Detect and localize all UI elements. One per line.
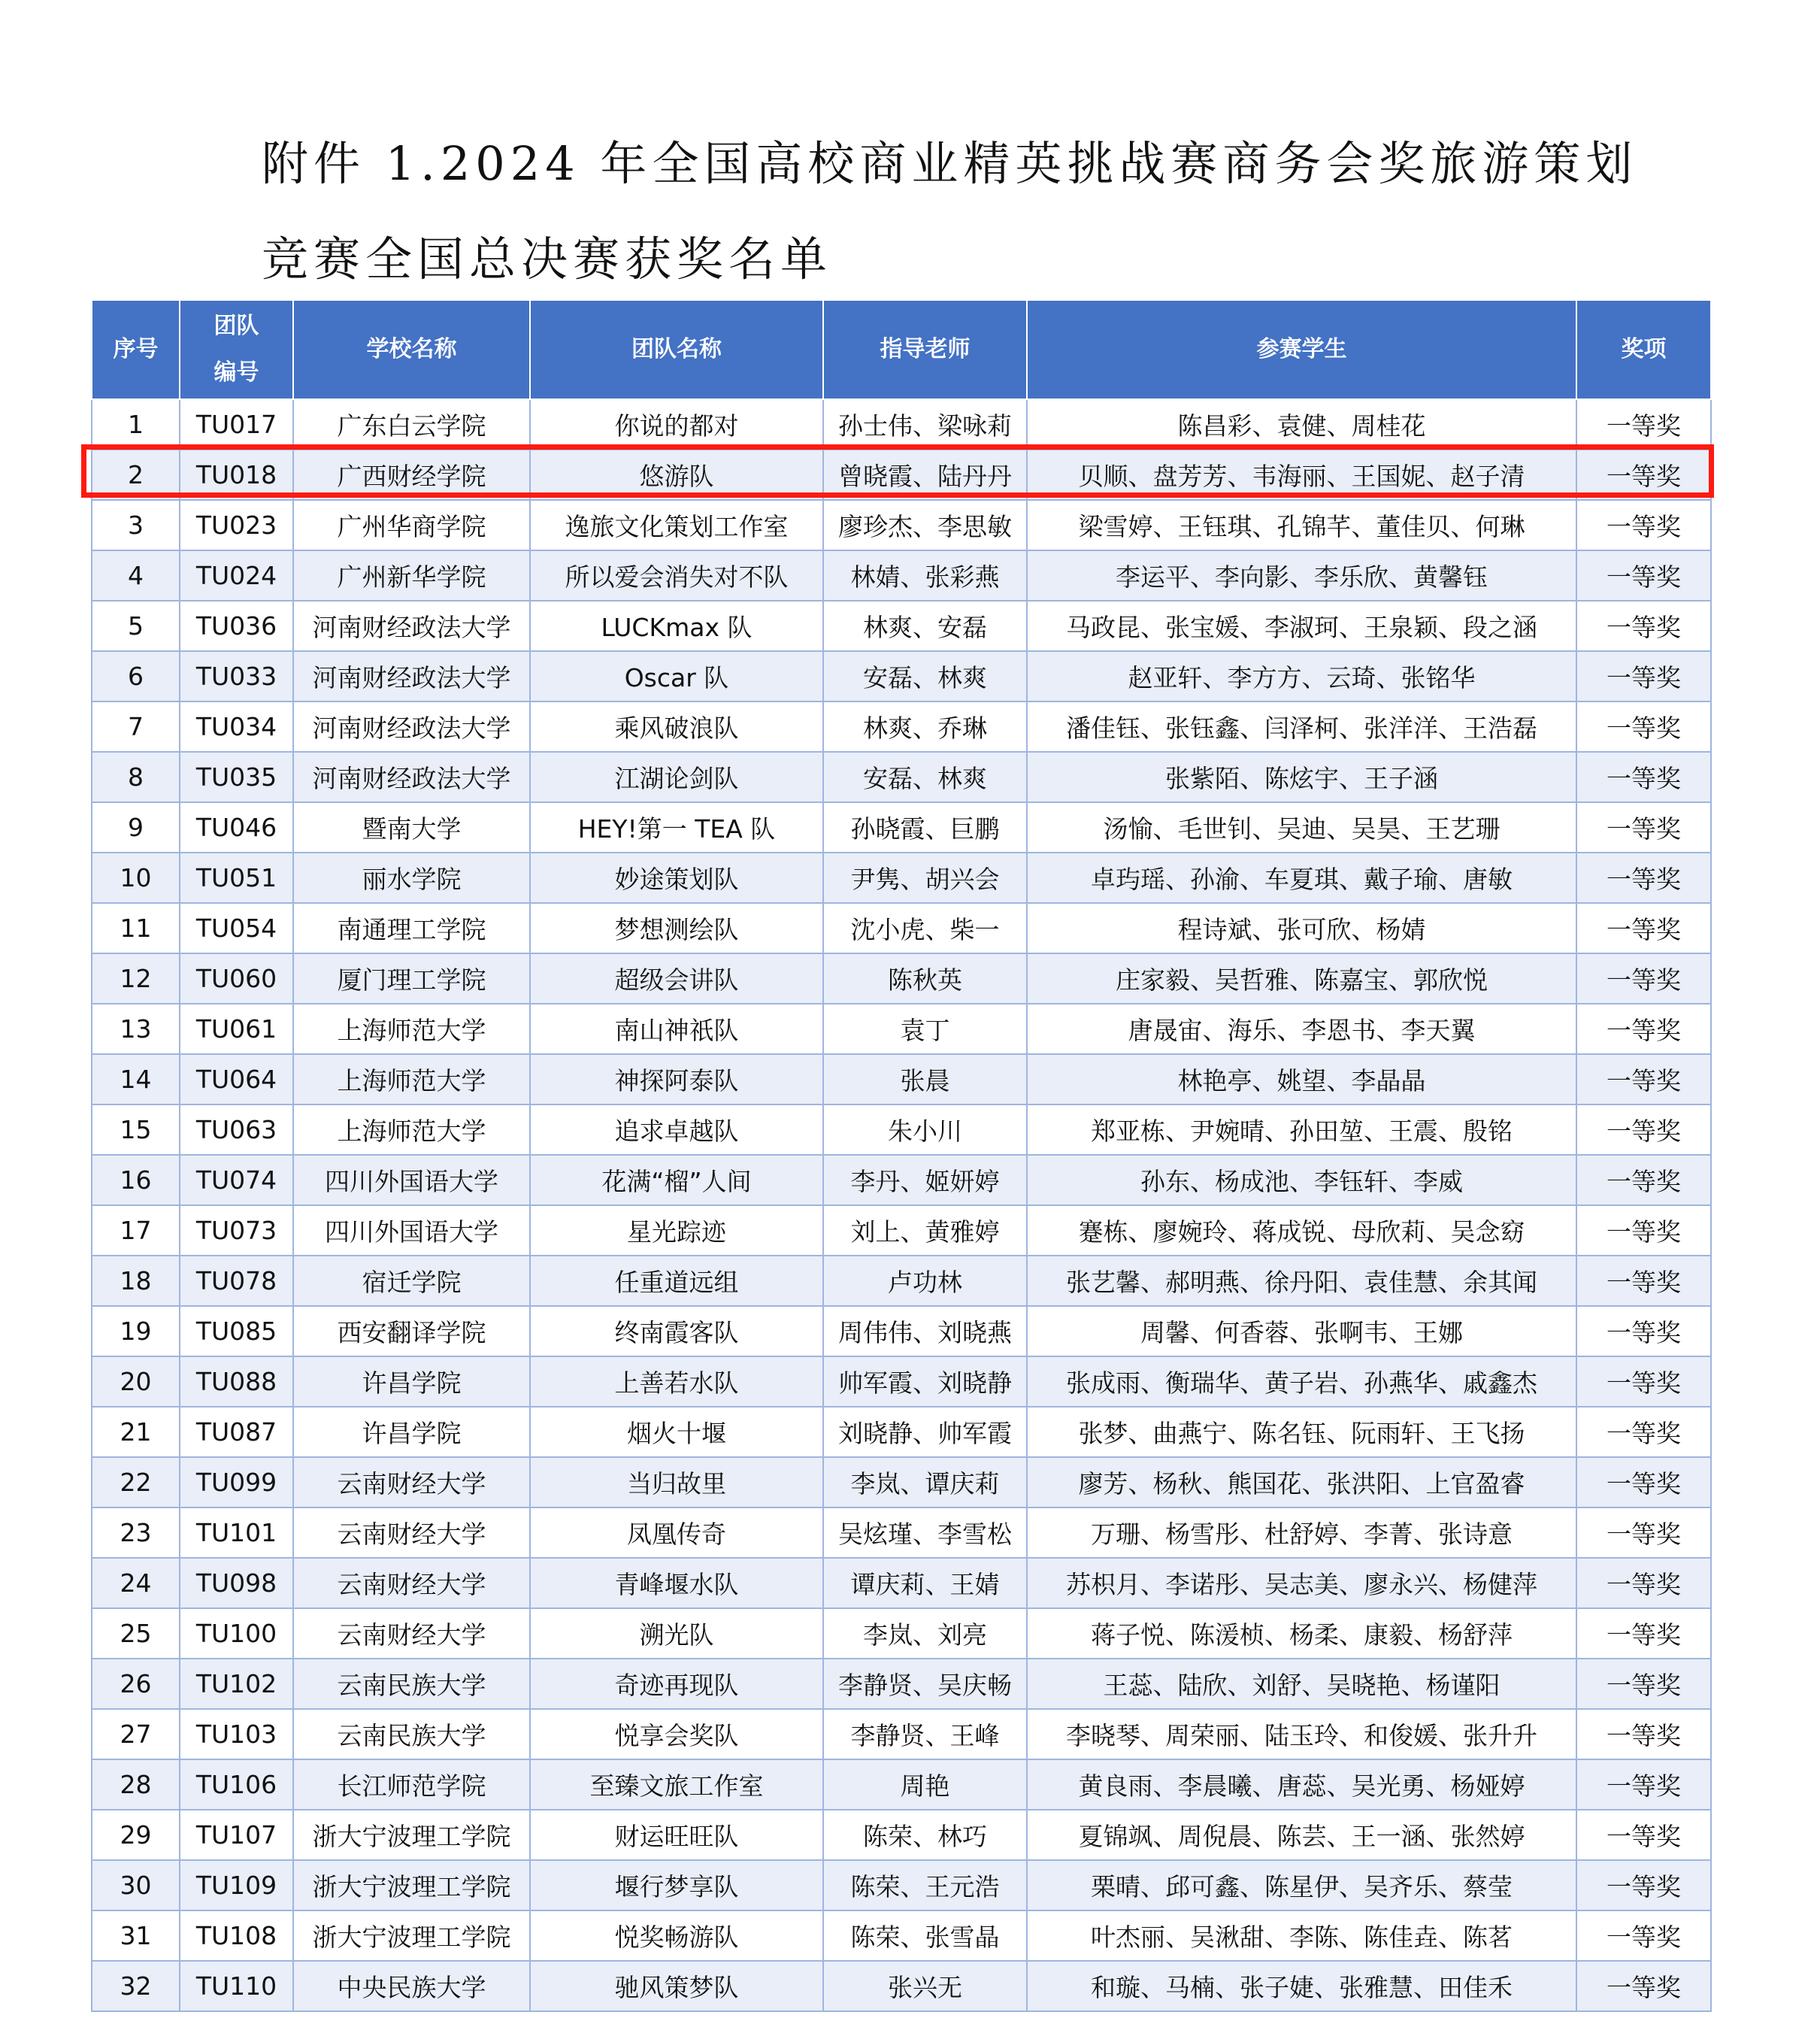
cell-advisors: 孙晓霞、巨鹏: [823, 802, 1027, 853]
header-team-name: 团队名称: [530, 300, 823, 399]
cell-school: 厦门理工学院: [293, 953, 530, 1004]
cell-team-id: TU018: [180, 450, 293, 500]
cell-index: 30: [92, 1860, 180, 1910]
cell-students: 林艳亭、姚望、李晶晶: [1027, 1054, 1576, 1104]
cell-team-id: TU061: [180, 1004, 293, 1054]
cell-students: 万珊、杨雪彤、杜舒婷、李菁、张诗意: [1027, 1507, 1576, 1558]
table-row: [92, 1910, 1711, 1961]
cell-award: 一等奖: [1576, 550, 1711, 601]
table-row: [92, 500, 1711, 550]
cell-team-name: HEY!第一 TEA 队: [530, 802, 823, 853]
cell-team-id: TU108: [180, 1910, 293, 1961]
table-row: [92, 1104, 1711, 1155]
cell-team-name: 溯光队: [530, 1608, 823, 1659]
cell-index: 19: [92, 1306, 180, 1356]
cell-school: 河南财经政法大学: [293, 701, 530, 752]
header-advisors: 指导老师: [823, 300, 1027, 399]
award-table: [91, 299, 1712, 2012]
cell-students: 卓玙瑶、孙渝、车夏琪、戴子瑜、唐敏: [1027, 853, 1576, 903]
cell-award: 一等奖: [1576, 1054, 1711, 1104]
cell-school: 广州华商学院: [293, 500, 530, 550]
cell-students: 程诗斌、张可欣、杨婧: [1027, 903, 1576, 953]
cell-index: 13: [92, 1004, 180, 1054]
cell-index: 27: [92, 1709, 180, 1759]
cell-award: 一等奖: [1576, 651, 1711, 701]
cell-advisors: 周艳: [823, 1759, 1027, 1810]
header-index: 序号: [92, 300, 180, 399]
cell-team-id: TU102: [180, 1659, 293, 1709]
cell-team-name: 青峰堰水队: [530, 1558, 823, 1608]
cell-index: 28: [92, 1759, 180, 1810]
cell-advisors: 谭庆莉、王婧: [823, 1558, 1027, 1608]
cell-award: 一等奖: [1576, 1910, 1711, 1961]
cell-award: 一等奖: [1576, 1659, 1711, 1709]
cell-students: 周馨、何香蓉、张啊韦、王娜: [1027, 1306, 1576, 1356]
cell-school: 河南财经政法大学: [293, 752, 530, 802]
cell-students: 蹇栋、廖婉玲、蒋成锐、母欣莉、吴念窈: [1027, 1205, 1576, 1256]
cell-index: 5: [92, 601, 180, 651]
cell-advisors: 李丹、姬妍婷: [823, 1155, 1027, 1205]
table-row: [92, 752, 1711, 802]
cell-school: 浙大宁波理工学院: [293, 1910, 530, 1961]
cell-award: 一等奖: [1576, 1407, 1711, 1457]
cell-index: 18: [92, 1256, 180, 1306]
cell-index: 12: [92, 953, 180, 1004]
table-row: [92, 601, 1711, 651]
cell-team-name: 悠游队: [530, 450, 823, 500]
cell-students: 贝顺、盘芳芳、韦海丽、王国妮、赵子清: [1027, 450, 1576, 500]
cell-team-id: TU107: [180, 1810, 293, 1860]
cell-students: 潘佳钰、张钰鑫、闫泽柯、张洋洋、王浩磊: [1027, 701, 1576, 752]
cell-team-name: 超级会讲队: [530, 953, 823, 1004]
cell-students: 庄家毅、吴哲雅、陈嘉宝、郭欣悦: [1027, 953, 1576, 1004]
cell-advisors: 刘上、黄雅婷: [823, 1205, 1027, 1256]
table-row: [92, 1759, 1711, 1810]
cell-award: 一等奖: [1576, 1004, 1711, 1054]
cell-school: 上海师范大学: [293, 1004, 530, 1054]
table-row: [92, 1961, 1711, 2011]
cell-team-name: 上善若水队: [530, 1356, 823, 1407]
cell-index: 15: [92, 1104, 180, 1155]
cell-school: 中央民族大学: [293, 1961, 530, 2011]
cell-students: 张艺馨、郝明燕、徐丹阳、袁佳慧、余其闻: [1027, 1256, 1576, 1306]
cell-award: 一等奖: [1576, 853, 1711, 903]
cell-award: 一等奖: [1576, 802, 1711, 853]
cell-team-id: TU060: [180, 953, 293, 1004]
cell-award: 一等奖: [1576, 1810, 1711, 1860]
header-team-id: [180, 300, 293, 399]
cell-index: 4: [92, 550, 180, 601]
table-row: [92, 651, 1711, 701]
cell-team-id: TU073: [180, 1205, 293, 1256]
table-row: [92, 802, 1711, 853]
cell-advisors: 孙士伟、梁咏莉: [823, 399, 1027, 450]
table-row: [92, 1860, 1711, 1910]
cell-team-name: 妙途策划队: [530, 853, 823, 903]
document-title-line-2: 竞赛全国总决赛获奖名单: [262, 232, 833, 286]
cell-team-id: TU100: [180, 1608, 293, 1659]
cell-award: 一等奖: [1576, 1205, 1711, 1256]
cell-team-name: 悦奖畅游队: [530, 1910, 823, 1961]
cell-index: 23: [92, 1507, 180, 1558]
cell-index: 26: [92, 1659, 180, 1709]
cell-school: 上海师范大学: [293, 1104, 530, 1155]
cell-school: 丽水学院: [293, 853, 530, 903]
cell-team-id: TU035: [180, 752, 293, 802]
cell-advisors: 安磊、林爽: [823, 752, 1027, 802]
cell-advisors: 卢功林: [823, 1256, 1027, 1306]
table-row: [92, 701, 1711, 752]
cell-award: 一等奖: [1576, 701, 1711, 752]
cell-school: 云南财经大学: [293, 1507, 530, 1558]
cell-team-name: 终南霞客队: [530, 1306, 823, 1356]
cell-students: 梁雪婷、王钰琪、孔锦芊、董佳贝、何琳: [1027, 500, 1576, 550]
cell-team-id: TU074: [180, 1155, 293, 1205]
cell-team-name: 悦享会奖队: [530, 1709, 823, 1759]
header-award: 奖项: [1576, 300, 1711, 399]
cell-index: 29: [92, 1810, 180, 1860]
cell-students: 栗晴、邱可鑫、陈星伊、吴齐乐、蔡莹: [1027, 1860, 1576, 1910]
cell-award: 一等奖: [1576, 953, 1711, 1004]
cell-index: 8: [92, 752, 180, 802]
cell-award: 一等奖: [1576, 1558, 1711, 1608]
cell-team-name: Oscar 队: [530, 651, 823, 701]
cell-team-id: TU036: [180, 601, 293, 651]
table-row: [92, 1507, 1711, 1558]
cell-advisors: 林婧、张彩燕: [823, 550, 1027, 601]
cell-team-name: 追求卓越队: [530, 1104, 823, 1155]
cell-advisors: 张兴无: [823, 1961, 1027, 2011]
cell-award: 一等奖: [1576, 1507, 1711, 1558]
cell-award: 一等奖: [1576, 1608, 1711, 1659]
table-row: [92, 1004, 1711, 1054]
cell-index: 20: [92, 1356, 180, 1407]
cell-team-name: 所以爱会消失对不队: [530, 550, 823, 601]
cell-students: 孙东、杨成池、李钰轩、李威: [1027, 1155, 1576, 1205]
cell-team-id: TU106: [180, 1759, 293, 1810]
cell-award: 一等奖: [1576, 903, 1711, 953]
cell-award: 一等奖: [1576, 500, 1711, 550]
table-row: [92, 399, 1711, 450]
cell-school: 云南财经大学: [293, 1608, 530, 1659]
cell-index: 14: [92, 1054, 180, 1104]
cell-index: 6: [92, 651, 180, 701]
cell-index: 7: [92, 701, 180, 752]
cell-students: 叶杰丽、吴湫甜、李陈、陈佳垚、陈茗: [1027, 1910, 1576, 1961]
table-row: [92, 550, 1711, 601]
cell-students: 和璇、马楠、张子婕、张雅慧、田佳禾: [1027, 1961, 1576, 2011]
cell-team-name: 你说的都对: [530, 399, 823, 450]
table-row: [92, 853, 1711, 903]
cell-advisors: 林爽、乔琳: [823, 701, 1027, 752]
cell-advisors: 帅军霞、刘晓静: [823, 1356, 1027, 1407]
cell-advisors: 张晨: [823, 1054, 1027, 1104]
cell-students: 唐晟宙、海乐、李恩书、李天翼: [1027, 1004, 1576, 1054]
cell-school: 云南民族大学: [293, 1709, 530, 1759]
cell-team-id: TU099: [180, 1457, 293, 1507]
table-row: [92, 1054, 1711, 1104]
table-row: [92, 953, 1711, 1004]
header-students: 参赛学生: [1027, 300, 1576, 399]
cell-advisors: 刘晓静、帅军霞: [823, 1407, 1027, 1457]
table-row: [92, 1709, 1711, 1759]
cell-advisors: 李岚、谭庆莉: [823, 1457, 1027, 1507]
table-row: [92, 1558, 1711, 1608]
cell-school: 河南财经政法大学: [293, 601, 530, 651]
cell-students: 陈昌彩、袁健、周桂花: [1027, 399, 1576, 450]
cell-advisors: 曾晓霞、陆丹丹: [823, 450, 1027, 500]
cell-index: 22: [92, 1457, 180, 1507]
cell-advisors: 安磊、林爽: [823, 651, 1027, 701]
cell-school: 河南财经政法大学: [293, 651, 530, 701]
cell-students: 郑亚栋、尹婉晴、孙田堃、王震、殷铭: [1027, 1104, 1576, 1155]
cell-advisors: 袁丁: [823, 1004, 1027, 1054]
cell-index: 9: [92, 802, 180, 853]
table-row: [92, 1457, 1711, 1507]
cell-students: 李运平、李向影、李乐欣、黄馨钰: [1027, 550, 1576, 601]
cell-school: 四川外国语大学: [293, 1205, 530, 1256]
cell-team-id: TU088: [180, 1356, 293, 1407]
cell-index: 10: [92, 853, 180, 903]
cell-index: 3: [92, 500, 180, 550]
cell-index: 31: [92, 1910, 180, 1961]
table-row: [92, 1256, 1711, 1306]
cell-school: 四川外国语大学: [293, 1155, 530, 1205]
cell-school: 西安翻译学院: [293, 1306, 530, 1356]
table-row: [92, 1659, 1711, 1709]
cell-advisors: 李岚、刘亮: [823, 1608, 1027, 1659]
cell-students: 夏锦飒、周倪晨、陈芸、王一涵、张然婷: [1027, 1810, 1576, 1860]
cell-team-name: 驰风策梦队: [530, 1961, 823, 2011]
cell-advisors: 廖珍杰、李思敏: [823, 500, 1027, 550]
table-row: [92, 1407, 1711, 1457]
cell-school: 浙大宁波理工学院: [293, 1860, 530, 1910]
cell-students: 蒋子悦、陈湲桢、杨柔、康毅、杨舒萍: [1027, 1608, 1576, 1659]
cell-award: 一等奖: [1576, 1356, 1711, 1407]
cell-award: 一等奖: [1576, 1306, 1711, 1356]
cell-award: 一等奖: [1576, 752, 1711, 802]
cell-advisors: 尹隽、胡兴会: [823, 853, 1027, 903]
cell-team-id: TU054: [180, 903, 293, 953]
cell-team-id: TU033: [180, 651, 293, 701]
cell-team-name: 奇迹再现队: [530, 1659, 823, 1709]
cell-school: 许昌学院: [293, 1356, 530, 1407]
cell-team-name: LUCKmax 队: [530, 601, 823, 651]
cell-index: 32: [92, 1961, 180, 2011]
cell-team-name: 南山神祇队: [530, 1004, 823, 1054]
cell-award: 一等奖: [1576, 1256, 1711, 1306]
cell-school: 云南财经大学: [293, 1558, 530, 1608]
cell-team-name: 任重道远组: [530, 1256, 823, 1306]
cell-team-name: 花满“榴”人间: [530, 1155, 823, 1205]
cell-team-name: 江湖论剑队: [530, 752, 823, 802]
cell-award: 一等奖: [1576, 601, 1711, 651]
cell-school: 广西财经学院: [293, 450, 530, 500]
cell-students: 王蕊、陆欣、刘舒、吴晓艳、杨谨阳: [1027, 1659, 1576, 1709]
cell-team-name: 财运旺旺队: [530, 1810, 823, 1860]
cell-team-id: TU078: [180, 1256, 293, 1306]
cell-team-id: TU064: [180, 1054, 293, 1104]
cell-students: 张梦、曲燕宁、陈名钰、阮雨轩、王飞扬: [1027, 1407, 1576, 1457]
cell-award: 一等奖: [1576, 399, 1711, 450]
table-header-row: [92, 300, 1711, 399]
cell-team-id: TU024: [180, 550, 293, 601]
cell-school: 长江师范学院: [293, 1759, 530, 1810]
cell-students: 张成雨、衡瑞华、黄子岩、孙燕华、戚鑫杰: [1027, 1356, 1576, 1407]
cell-index: 17: [92, 1205, 180, 1256]
cell-index: 25: [92, 1608, 180, 1659]
cell-school: 浙大宁波理工学院: [293, 1810, 530, 1860]
cell-advisors: 陈荣、张雪晶: [823, 1910, 1027, 1961]
cell-award: 一等奖: [1576, 450, 1711, 500]
header-school: 学校名称: [293, 300, 530, 399]
cell-advisors: 朱小川: [823, 1104, 1027, 1155]
cell-team-id: TU085: [180, 1306, 293, 1356]
table-row: [92, 903, 1711, 953]
cell-advisors: 陈荣、林巧: [823, 1810, 1027, 1860]
cell-team-id: TU110: [180, 1961, 293, 2011]
cell-team-name: 当归故里: [530, 1457, 823, 1507]
cell-award: 一等奖: [1576, 1457, 1711, 1507]
cell-advisors: 沈小虎、柴一: [823, 903, 1027, 953]
cell-school: 南通理工学院: [293, 903, 530, 953]
header-team-id-line-2: 编号: [213, 359, 259, 386]
cell-award: 一等奖: [1576, 1104, 1711, 1155]
cell-team-id: TU051: [180, 853, 293, 903]
cell-students: 汤愉、毛世钊、吴迪、吴昊、王艺珊: [1027, 802, 1576, 853]
cell-students: 张紫陌、陈炫宇、王子涵: [1027, 752, 1576, 802]
cell-advisors: 李静贤、吴庆畅: [823, 1659, 1027, 1709]
cell-students: 苏枳月、李诺彤、吴志美、廖永兴、杨健萍: [1027, 1558, 1576, 1608]
cell-team-name: 凤凰传奇: [530, 1507, 823, 1558]
cell-index: 11: [92, 903, 180, 953]
cell-advisors: 周伟伟、刘晓燕: [823, 1306, 1027, 1356]
cell-advisors: 林爽、安磊: [823, 601, 1027, 651]
cell-team-id: TU103: [180, 1709, 293, 1759]
cell-team-id: TU063: [180, 1104, 293, 1155]
cell-school: 广州新华学院: [293, 550, 530, 601]
cell-index: 24: [92, 1558, 180, 1608]
cell-students: 马政昆、张宝媛、李淑珂、王泉颖、段之涵: [1027, 601, 1576, 651]
cell-students: 李晓琴、周荣丽、陆玉玲、和俊媛、张升升: [1027, 1709, 1576, 1759]
cell-team-id: TU023: [180, 500, 293, 550]
table-row: [92, 1356, 1711, 1407]
cell-team-id: TU109: [180, 1860, 293, 1910]
cell-team-name: 星光踪迹: [530, 1205, 823, 1256]
cell-advisors: 李静贤、王峰: [823, 1709, 1027, 1759]
cell-award: 一等奖: [1576, 1155, 1711, 1205]
cell-award: 一等奖: [1576, 1709, 1711, 1759]
cell-team-id: TU098: [180, 1558, 293, 1608]
cell-award: 一等奖: [1576, 1961, 1711, 2011]
cell-school: 上海师范大学: [293, 1054, 530, 1104]
cell-award: 一等奖: [1576, 1759, 1711, 1810]
cell-school: 云南民族大学: [293, 1659, 530, 1709]
table-row: [92, 1608, 1711, 1659]
cell-team-id: TU017: [180, 399, 293, 450]
cell-school: 暨南大学: [293, 802, 530, 853]
cell-students: 廖芳、杨秋、熊国花、张洪阳、上官盈睿: [1027, 1457, 1576, 1507]
cell-index: 1: [92, 399, 180, 450]
header-team-id-line-1: 团队: [213, 313, 259, 339]
cell-students: 黄良雨、李晨曦、唐蕊、吴光勇、杨娅婷: [1027, 1759, 1576, 1810]
table-row: [92, 1306, 1711, 1356]
cell-advisors: 陈荣、王元浩: [823, 1860, 1027, 1910]
document-title-line-1: 附件 1.2024 年全国高校商业精英挑战赛商务会奖旅游策划: [262, 136, 1638, 191]
cell-school: 云南财经大学: [293, 1457, 530, 1507]
cell-advisors: 陈秋英: [823, 953, 1027, 1004]
cell-school: 广东白云学院: [293, 399, 530, 450]
cell-team-name: 至臻文旅工作室: [530, 1759, 823, 1810]
cell-team-name: 神探阿泰队: [530, 1054, 823, 1104]
cell-team-name: 乘风破浪队: [530, 701, 823, 752]
cell-team-name: 逸旅文化策划工作室: [530, 500, 823, 550]
cell-team-name: 梦想测绘队: [530, 903, 823, 953]
cell-index: 21: [92, 1407, 180, 1457]
table-row: [92, 1810, 1711, 1860]
table-row: [92, 1205, 1711, 1256]
cell-award: 一等奖: [1576, 1860, 1711, 1910]
cell-advisors: 吴炫瑾、李雪松: [823, 1507, 1027, 1558]
cell-index: 16: [92, 1155, 180, 1205]
table-row: [92, 1155, 1711, 1205]
cell-team-id: TU046: [180, 802, 293, 853]
cell-school: 宿迁学院: [293, 1256, 530, 1306]
cell-team-id: TU101: [180, 1507, 293, 1558]
cell-team-id: TU034: [180, 701, 293, 752]
cell-team-id: TU087: [180, 1407, 293, 1457]
table-row: [92, 450, 1711, 500]
cell-students: 赵亚轩、李方方、云琦、张铭华: [1027, 651, 1576, 701]
cell-team-name: 堰行梦享队: [530, 1860, 823, 1910]
cell-index: 2: [92, 450, 180, 500]
award-table-body: [92, 399, 1711, 2011]
cell-school: 许昌学院: [293, 1407, 530, 1457]
cell-team-name: 烟火十堰: [530, 1407, 823, 1457]
